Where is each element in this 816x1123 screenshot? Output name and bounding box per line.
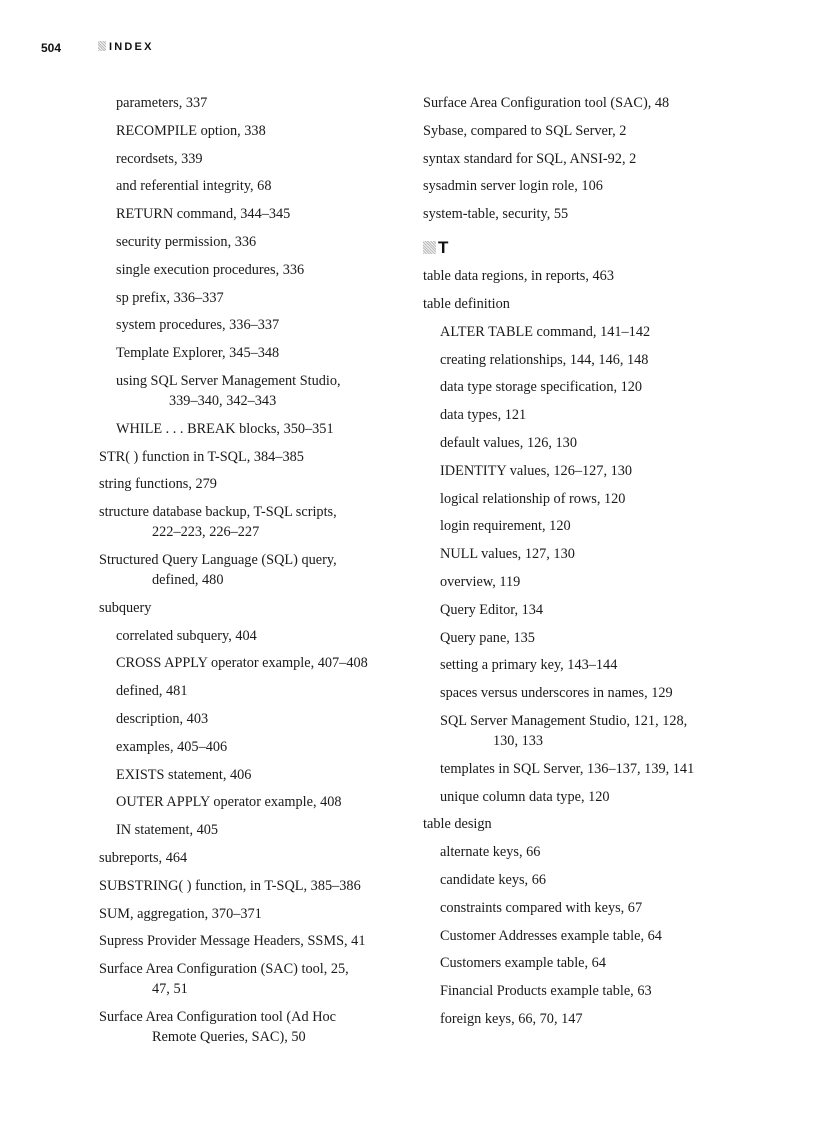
entry-text: overview, 119 (440, 573, 521, 590)
index-subentry (99, 653, 399, 673)
entry-text: defined, 481 (116, 683, 188, 700)
index-subentry (423, 600, 723, 620)
index-entry (423, 93, 723, 113)
entry-text: system-table, security, 55 (423, 206, 569, 223)
index-entry (99, 502, 399, 542)
index-entry (423, 204, 723, 224)
entry-text: single execution procedures, 336 (116, 261, 305, 278)
entry-text: table design (423, 816, 492, 833)
index-entry (423, 149, 723, 169)
entry-text: setting a primary key, 143–144 (440, 657, 618, 674)
entry-text: Surface Area Configuration tool (Ad Hoc (99, 1008, 337, 1025)
index-subentry (99, 792, 399, 812)
index-entry (423, 814, 723, 834)
index-subentry (423, 433, 723, 453)
index-entry (99, 598, 399, 618)
index-entry (99, 876, 399, 896)
index-subentry (423, 842, 723, 862)
index-subentry (423, 898, 723, 918)
entry-text: candidate keys, 66 (440, 871, 546, 888)
index-subentry (423, 655, 723, 675)
index-entry (423, 266, 723, 286)
index-subentry (423, 953, 723, 973)
entry-text: syntax standard for SQL, ANSI-92, 2 (423, 150, 637, 167)
entry-text: RECOMPILE option, 338 (116, 122, 266, 139)
index-subentry (99, 121, 399, 141)
index-subentry (423, 322, 723, 342)
index-entry (99, 447, 399, 467)
entry-text: Query pane, 135 (440, 629, 535, 646)
shaded-square-icon (423, 241, 436, 254)
index-subentry (423, 377, 723, 397)
entry-text: subreports, 464 (99, 849, 188, 866)
index-entry (423, 294, 723, 314)
index-subentry (99, 176, 399, 196)
entry-continuation: Remote Queries, SAC), 50 (152, 1028, 306, 1045)
index-entry (99, 931, 399, 951)
index-subentry (423, 544, 723, 564)
entry-text: spaces versus underscores in names, 129 (440, 685, 673, 702)
index-entries-s (423, 93, 723, 224)
index-subentry (423, 759, 723, 779)
index-subentry (99, 709, 399, 729)
entry-text: description, 403 (116, 710, 209, 727)
entry-text: security permission, 336 (116, 233, 257, 250)
running-head-label: INDEX (109, 41, 154, 53)
entry-continuation: defined, 480 (152, 571, 224, 588)
index-subentry (423, 350, 723, 370)
index-subentry (423, 516, 723, 536)
index-column-left (99, 93, 399, 1055)
index-subentry (423, 489, 723, 509)
entry-text: table data regions, in reports, 463 (423, 268, 614, 285)
index-subentry (423, 683, 723, 703)
entry-text: login requirement, 120 (440, 518, 571, 535)
entry-continuation: 47, 51 (152, 981, 188, 998)
page-number: 504 (41, 41, 62, 55)
entry-text: system procedures, 336–337 (116, 317, 280, 334)
section-letter: T (438, 238, 449, 258)
entry-text: sp prefix, 336–337 (116, 289, 224, 306)
index-entry (99, 959, 399, 999)
entry-text: unique column data type, 120 (440, 788, 610, 805)
entry-text: structure database backup, T-SQL scripts, (99, 504, 337, 521)
entry-text: Financial Products example table, 63 (440, 983, 652, 1000)
index-subentry (99, 681, 399, 701)
index-entry (99, 904, 399, 924)
index-subentry (99, 820, 399, 840)
index-column-right (423, 93, 723, 1037)
entry-text: data types, 121 (440, 407, 527, 424)
index-subentry (99, 232, 399, 252)
index-subentry (423, 572, 723, 592)
entry-text: IN statement, 405 (116, 822, 219, 839)
entry-text: Supress Provider Message Headers, SSMS, 41 (99, 933, 366, 950)
index-subentry (99, 315, 399, 335)
entry-text: RETURN command, 344–345 (116, 206, 291, 223)
entry-text: Sybase, compared to SQL Server, 2 (423, 122, 627, 139)
entry-text: OUTER APPLY operator example, 408 (116, 794, 342, 811)
index-entry (99, 550, 399, 590)
entry-text: constraints compared with keys, 67 (440, 899, 643, 916)
index-subentry (423, 405, 723, 425)
entry-text: EXISTS statement, 406 (116, 766, 252, 783)
entry-text: Customer Addresses example table, 64 (440, 927, 662, 944)
entry-text: ALTER TABLE command, 141–142 (440, 323, 651, 340)
entry-text: string functions, 279 (99, 476, 217, 493)
entry-text: table definition (423, 295, 510, 312)
entry-text: correlated subquery, 404 (116, 627, 257, 644)
entry-text: Surface Area Configuration (SAC) tool, 25, (99, 961, 349, 978)
index-subentry (99, 260, 399, 280)
entry-text: using SQL Server Management Studio, (116, 372, 341, 389)
index-subentry (423, 628, 723, 648)
index-entry (99, 474, 399, 494)
entry-text: SUBSTRING( ) function, in T-SQL, 385–386 (99, 877, 361, 894)
index-subentry (99, 737, 399, 757)
entry-text: and referential integrity, 68 (116, 178, 272, 195)
shaded-square-icon (98, 41, 106, 51)
entry-text: CROSS APPLY operator example, 407–408 (116, 655, 368, 672)
index-subentry (99, 93, 399, 113)
entry-text: Query Editor, 134 (440, 601, 544, 618)
running-head (98, 41, 154, 53)
entry-text: parameters, 337 (116, 95, 208, 111)
entry-text: SQL Server Management Studio, 121, 128, (440, 712, 688, 729)
entry-text: data type storage specification, 120 (440, 379, 643, 396)
entry-text: Template Explorer, 345–348 (116, 345, 280, 362)
entry-text: logical relationship of rows, 120 (440, 490, 626, 507)
entry-text: creating relationships, 144, 146, 148 (440, 351, 649, 368)
entry-text: Surface Area Configuration tool (SAC), 48 (423, 95, 670, 111)
page-header (0, 41, 816, 59)
entry-text: SUM, aggregation, 370–371 (99, 905, 262, 922)
index-subentry (423, 787, 723, 807)
index-subentry (99, 204, 399, 224)
index-subentry (99, 419, 399, 439)
index-subentry (99, 626, 399, 646)
index-entry (423, 176, 723, 196)
index-entry (423, 121, 723, 141)
section-heading (423, 238, 723, 258)
index-subentry (423, 981, 723, 1001)
entry-text: sysadmin server login role, 106 (423, 178, 603, 195)
index-subentry (99, 343, 399, 363)
index-subentry (423, 461, 723, 481)
index-subentry (423, 870, 723, 890)
index-entries-t (423, 266, 723, 1029)
entry-continuation: 130, 133 (493, 732, 544, 749)
entry-text: IDENTITY values, 126–127, 130 (440, 462, 633, 479)
index-entry (99, 848, 399, 868)
index-subentry (99, 149, 399, 169)
entry-text: recordsets, 339 (116, 150, 203, 167)
entry-text: subquery (99, 599, 152, 616)
index-entry (99, 1007, 399, 1047)
entry-text: alternate keys, 66 (440, 844, 541, 861)
entry-text: Structured Query Language (SQL) query, (99, 551, 337, 568)
entry-continuation: 339–340, 342–343 (169, 392, 277, 409)
entry-text: STR( ) function in T-SQL, 384–385 (99, 448, 304, 465)
entry-text: default values, 126, 130 (440, 434, 577, 451)
entry-text: templates in SQL Server, 136–137, 139, 141 (440, 760, 695, 777)
entry-continuation: 222–223, 226–227 (152, 524, 260, 541)
index-subentry (423, 926, 723, 946)
index-subentry (423, 1009, 723, 1029)
index-subentry (423, 711, 723, 751)
entry-text: WHILE . . . BREAK blocks, 350–351 (116, 420, 334, 437)
entry-text: NULL values, 127, 130 (440, 546, 575, 563)
index-subentry (99, 288, 399, 308)
entry-text: Customers example table, 64 (440, 955, 606, 972)
index-subentry (99, 371, 399, 411)
entry-text: examples, 405–406 (116, 738, 228, 755)
entry-text: foreign keys, 66, 70, 147 (440, 1010, 583, 1027)
index-subentry (99, 765, 399, 785)
